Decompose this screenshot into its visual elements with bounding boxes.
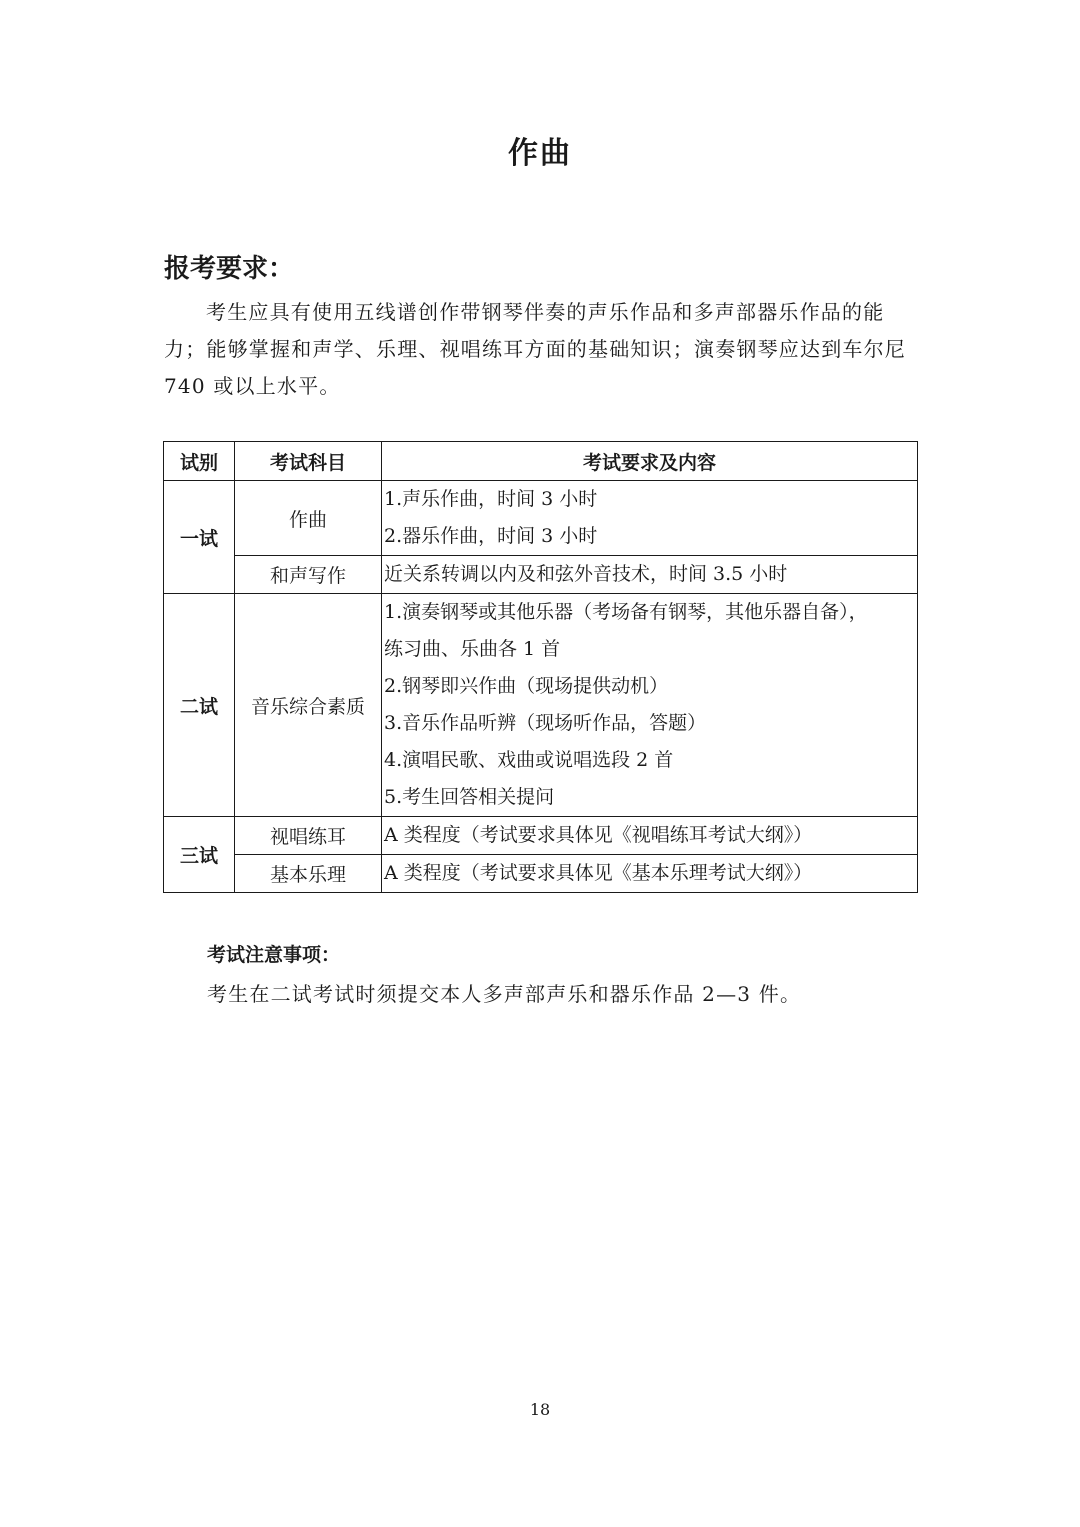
requirements-paragraph: 考生应具有使用五线谱创作带钢琴伴奏的声乐作品和多声部器乐作品的能力；能够掌握和声学、乐理、视唱练耳方面的基础知识；演奏钢琴应达到车尔尼 740 或以上水平。 <box>164 300 906 398</box>
table-row <box>164 481 918 556</box>
stage2-content <box>382 594 918 817</box>
stage1-composition-content <box>382 481 918 556</box>
content-line: A 类程度（考试要求具体见《视唱练耳考试大纲》） <box>384 824 813 846</box>
table-header-row <box>164 442 918 481</box>
content-line: 练习曲、乐曲各 1 首 <box>384 638 561 660</box>
stage2-subject: 音乐综合素质 <box>235 594 382 817</box>
header-subject: 考试科目 <box>235 442 382 481</box>
content-line: 2.钢琴即兴作曲（现场提供动机） <box>384 675 669 697</box>
content-line: A 类程度（考试要求具体见《基本乐理考试大纲》） <box>384 862 813 884</box>
table-row <box>164 594 918 817</box>
table-row <box>164 556 918 594</box>
stage1-harmony-content <box>382 556 918 594</box>
stage1-subject-composition: 作曲 <box>235 481 382 556</box>
content-line: 1.声乐作曲，时间 3 小时 <box>384 488 598 510</box>
stage3-theory-content <box>382 855 918 893</box>
content-line: 3.音乐作品听辨（现场听作品，答题） <box>384 712 707 734</box>
table-row <box>164 855 918 893</box>
stage2-label: 二试 <box>164 594 235 817</box>
stage3-subject-solfege: 视唱练耳 <box>235 817 382 855</box>
stage3-subject-theory: 基本乐理 <box>235 855 382 893</box>
requirements-heading: 报考要求： <box>164 254 295 284</box>
content-line: 4.演唱民歌、戏曲或说唱选段 2 首 <box>384 749 674 771</box>
notes-body: 考生在二试考试时须提交本人多声部声乐和器乐作品 2—3 件。 <box>207 982 802 1006</box>
content-line: 2.器乐作曲，时间 3 小时 <box>384 525 598 547</box>
content-line: 近关系转调以内及和弦外音技术，时间 3.5 小时 <box>384 563 788 585</box>
stage1-label: 一试 <box>164 481 235 594</box>
stage3-solfege-content <box>382 817 918 855</box>
notes-heading: 考试注意事项： <box>207 944 341 966</box>
exam-table <box>163 441 918 893</box>
page-title: 作曲 <box>508 136 572 171</box>
content-line: 1.演奏钢琴或其他乐器（考场备有钢琴，其他乐器自备）， <box>384 601 868 623</box>
page-number: 18 <box>529 1400 551 1419</box>
stage1-subject-harmony: 和声写作 <box>235 556 382 594</box>
header-content: 考试要求及内容 <box>382 442 918 481</box>
content-line: 5.考生回答相关提问 <box>384 786 555 808</box>
stage3-label: 三试 <box>164 817 235 893</box>
header-stage: 试别 <box>164 442 235 481</box>
table-row <box>164 817 918 855</box>
